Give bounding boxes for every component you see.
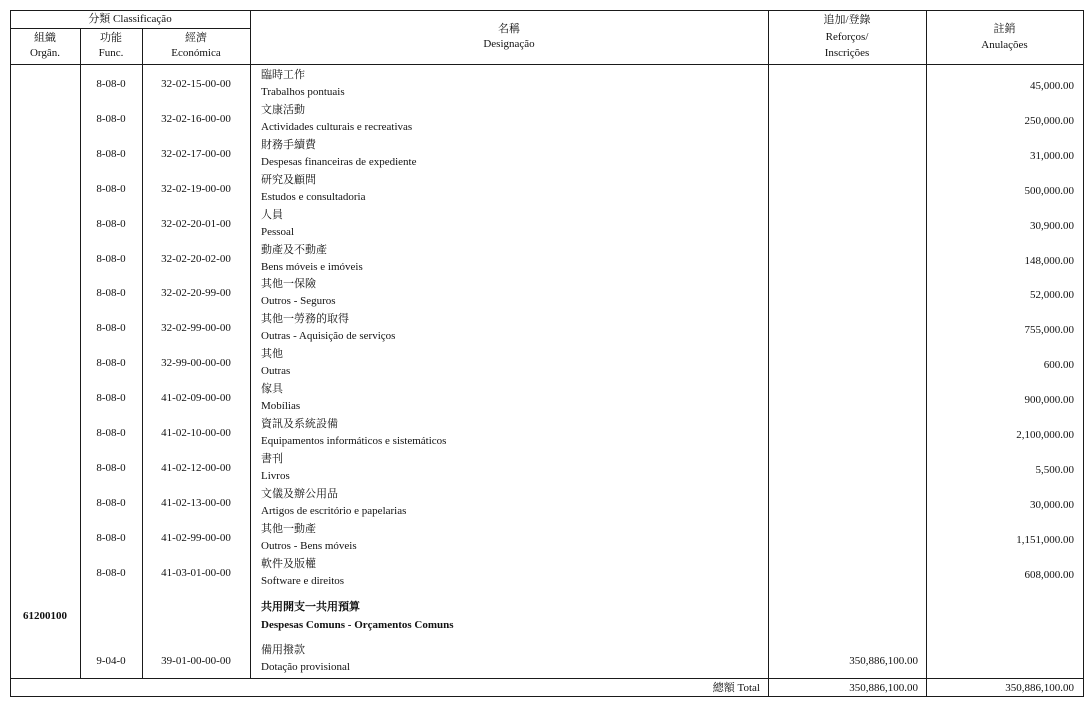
reforcos-header-pt1: Reforços/ <box>825 31 869 43</box>
row-econ: 41-02-09-00-00 <box>161 392 231 405</box>
row-name-pt: Despesas financeiras de expediente <box>261 155 417 168</box>
row-func: 8-08-0 <box>96 78 126 90</box>
row-name-pt: Actividades culturais e recreativas <box>261 120 413 133</box>
row-anulacoes: 2,100,000.00 <box>1016 429 1074 441</box>
row-econ: 41-02-13-00-00 <box>161 496 231 509</box>
section-title-zh: 共用開支一共用預算 <box>261 601 360 613</box>
classification-header: 分類 Classificação <box>88 13 172 25</box>
row-name-zh: 傢具 <box>261 383 283 396</box>
row-anulacoes: 250,000.00 <box>1024 114 1074 127</box>
row-anulacoes: 600.00 <box>1043 359 1074 372</box>
row-name-pt: Outros - Seguros <box>261 295 336 308</box>
row-econ: 32-02-15-00-00 <box>161 78 231 90</box>
row-name-zh: 文康活動 <box>261 103 305 116</box>
section-title-pt: Despesas Comuns - Orçamentos Comuns <box>261 619 454 631</box>
row-name-pt: Estudos e consultadoria <box>261 190 366 203</box>
row-name-zh: 其他一勞務的取得 <box>261 313 349 326</box>
row-name-zh: 書刊 <box>261 452 283 465</box>
row-anulacoes: 755,000.00 <box>1024 324 1074 337</box>
reforcos-header-zh: 追加/登錄 <box>823 14 871 26</box>
row-econ: 41-02-10-00-00 <box>161 427 231 439</box>
row-anulacoes: 5,500.00 <box>1035 463 1074 476</box>
organ-header-pt: Orgân. <box>29 47 61 59</box>
organ-header-zh: 組織 <box>34 32 56 44</box>
row-name-zh: 財務手續費 <box>261 138 316 151</box>
anulacoes-header-zh: 註銷 <box>993 23 1016 35</box>
row-name-pt: Outros - Bens móveis <box>261 539 357 552</box>
row-func: 8-08-0 <box>96 461 126 474</box>
row-name-zh: 研究及顧問 <box>261 173 316 186</box>
row-func: 8-08-0 <box>96 217 126 230</box>
row-name-pt: Pessoal <box>261 225 294 238</box>
row-econ: 32-02-99-00-00 <box>161 322 231 335</box>
section-organ-code: 61200100 <box>23 610 67 622</box>
row-name-zh: 其他一保險 <box>261 278 316 291</box>
row-name-zh: 人員 <box>261 208 283 221</box>
row-anulacoes: 1,151,000.00 <box>1016 533 1074 546</box>
econ-header-pt: Económica <box>171 47 221 59</box>
row-func: 8-08-0 <box>96 357 126 370</box>
row-anulacoes: 30,000.00 <box>1030 498 1074 511</box>
row-name-pt: Equipamentos informáticos e sistemáticos <box>261 435 447 447</box>
row-func: 8-08-0 <box>96 112 126 125</box>
row-name-zh: 其他一動產 <box>261 522 316 535</box>
row-econ: 32-99-00-00-00 <box>161 357 231 370</box>
reforcos-header-pt2: Inscrições <box>824 47 870 59</box>
row-anulacoes: 45,000.00 <box>1030 80 1074 92</box>
row-name-zh: 動產及不動產 <box>261 243 327 256</box>
total-label: 總額 Total <box>712 682 760 694</box>
row-func: 8-08-0 <box>96 566 126 579</box>
row-name-pt: Livros <box>261 469 290 482</box>
row-anulacoes: 608,000.00 <box>1024 568 1074 581</box>
row-name-pt: Mobílias <box>261 400 301 413</box>
name-header-zh: 名稱 <box>498 23 520 35</box>
row-func: 8-08-0 <box>96 392 126 405</box>
row-func: 8-08-0 <box>96 531 126 544</box>
row-name-pt: Outras - Aquisição de serviços <box>261 330 396 343</box>
row-name-pt: Outras <box>261 365 291 378</box>
row-name-zh: 資訊及系統設備 <box>261 418 338 430</box>
row-anulacoes: 900,000.00 <box>1024 394 1074 407</box>
provision-econ: 39-01-00-00-00 <box>161 655 231 667</box>
row-name-zh: 其他 <box>261 348 283 361</box>
row-name-zh: 軟件及版權 <box>261 557 316 570</box>
row-func: 8-08-0 <box>96 252 126 265</box>
row-econ: 32-02-20-02-00 <box>161 252 231 265</box>
row-econ: 32-02-20-99-00 <box>161 287 231 300</box>
row-func: 8-08-0 <box>96 322 126 335</box>
row-name-pt: Artigos de escritório e papelarias <box>261 504 407 517</box>
anulacoes-header-pt: Anulações <box>981 39 1028 51</box>
row-func: 8-08-0 <box>96 287 126 300</box>
row-name-pt: Software e direitos <box>261 574 345 587</box>
row-econ: 32-02-16-00-00 <box>161 112 231 125</box>
provision-reforcos: 350,886,100.00 <box>849 655 918 667</box>
row-anulacoes: 52,000.00 <box>1030 289 1074 302</box>
econ-header-zh: 經濟 <box>185 32 207 44</box>
row-func: 8-08-0 <box>96 182 126 195</box>
func-header-pt: Func. <box>98 47 124 59</box>
row-anulacoes: 148,000.00 <box>1024 254 1074 267</box>
row-anulacoes: 31,000.00 <box>1030 149 1074 162</box>
row-econ: 32-02-20-01-00 <box>161 217 231 230</box>
total-anulacoes: 350,886,100.00 <box>1005 682 1074 694</box>
provision-func: 9-04-0 <box>96 655 126 667</box>
row-anulacoes: 30,900.00 <box>1030 219 1074 232</box>
total-reforcos: 350,886,100.00 <box>849 682 918 694</box>
provision-name-zh: 備用撥款 <box>261 644 305 656</box>
row-econ: 41-02-99-00-00 <box>161 531 231 544</box>
row-econ: 41-02-12-00-00 <box>161 461 231 474</box>
provision-name-pt: Dotação provisional <box>261 661 350 673</box>
row-func: 8-08-0 <box>96 496 126 509</box>
row-name-pt: Bens móveis e imóveis <box>261 260 363 273</box>
func-header-zh: 功能 <box>100 32 122 44</box>
row-econ: 41-03-01-00-00 <box>161 566 231 579</box>
row-anulacoes: 500,000.00 <box>1024 184 1074 197</box>
name-header-pt: Designação <box>483 38 535 50</box>
row-econ: 32-02-19-00-00 <box>161 182 231 195</box>
row-name-zh: 文儀及辦公用品 <box>261 487 338 500</box>
row-name-zh: 臨時工作 <box>261 69 305 81</box>
row-func: 8-08-0 <box>96 427 126 439</box>
row-econ: 32-02-17-00-00 <box>161 147 231 160</box>
row-name-pt: Trabalhos pontuais <box>261 86 345 98</box>
row-func: 8-08-0 <box>96 147 126 160</box>
